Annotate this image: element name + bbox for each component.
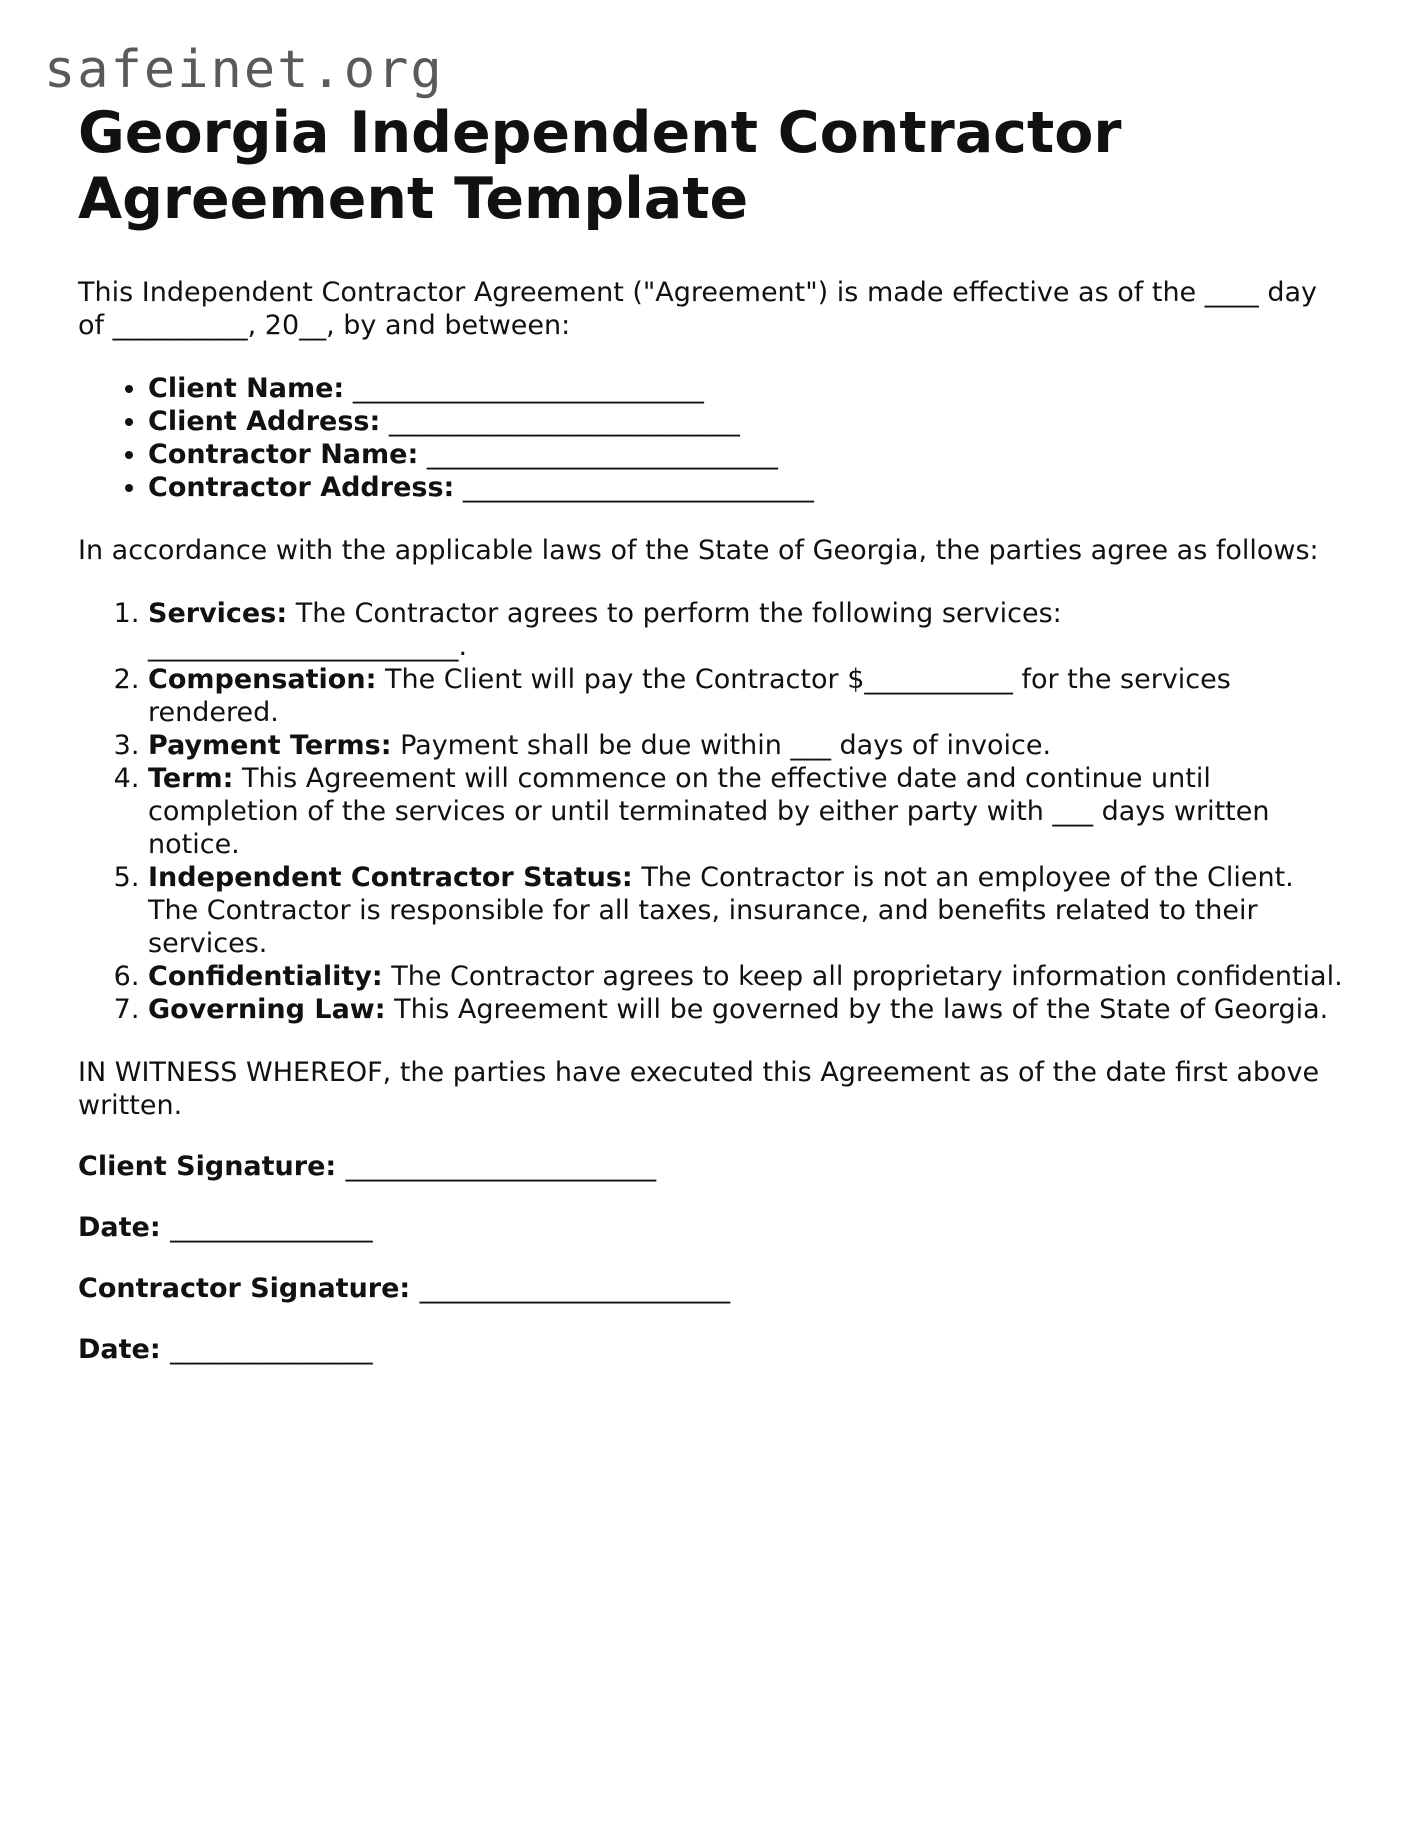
document-title: Georgia Independent Contractor Agreement Template xyxy=(78,100,1122,232)
term-text: This Agreement will commence on the effective date and continue until completion of the services or until terminated by either party with ___ days written notice. xyxy=(148,763,1270,860)
signature-blank: _______________ xyxy=(170,1334,373,1365)
party-blank: __________________________ xyxy=(426,439,778,470)
term-label: Confidentiality: xyxy=(148,961,383,992)
party-contractor-address xyxy=(148,471,1348,504)
term-label: Independent Contractor Status: xyxy=(148,862,633,893)
party-client-address xyxy=(148,405,1348,438)
signature-label: Client Signature: xyxy=(78,1151,337,1182)
term-contractor-status xyxy=(148,861,1348,960)
term-payment-terms xyxy=(148,729,1348,762)
party-label: Client Name: xyxy=(148,373,345,404)
accordance-paragraph: In accordance with the applicable laws of the State of Georgia, the parties agree as follows: xyxy=(78,535,1319,566)
signature-label: Date: xyxy=(78,1212,161,1243)
contractor-signature-line xyxy=(78,1272,1348,1305)
party-blank: __________________________ xyxy=(352,373,704,404)
term-term xyxy=(148,762,1348,861)
signature-blank: _______________________ xyxy=(345,1151,657,1182)
party-client-name xyxy=(148,372,1348,405)
witness-paragraph: IN WITNESS WHEREOF, the parties have executed this Agreement as of the date first above written. xyxy=(78,1057,1320,1121)
contractor-date-line xyxy=(78,1333,1348,1366)
document-page xyxy=(78,100,1348,1366)
party-label: Contractor Address: xyxy=(148,472,455,503)
term-label: Compensation: xyxy=(148,664,377,695)
term-confidentiality xyxy=(148,960,1348,993)
term-label: Governing Law: xyxy=(148,994,386,1025)
party-label: Contractor Name: xyxy=(148,439,419,470)
term-text: The Contractor agrees to perform the following services: _______________________. xyxy=(148,598,1062,662)
party-blank: __________________________ xyxy=(462,472,814,503)
term-label: Term: xyxy=(148,763,234,794)
term-text: This Agreement will be governed by the laws of the State of Georgia. xyxy=(394,994,1329,1025)
party-contractor-name xyxy=(148,438,1348,471)
signature-blank: _______________ xyxy=(170,1212,373,1243)
watermark-text: safeinet.org xyxy=(44,40,444,100)
term-label: Services: xyxy=(148,598,288,629)
term-label: Payment Terms: xyxy=(148,730,392,761)
client-signature-line xyxy=(78,1150,1348,1183)
term-text: The Contractor is not an employee of the Client. The Contractor is responsible for all taxes, insurance, and benefits related to their services. xyxy=(148,862,1294,959)
term-text: The Contractor agrees to keep all proprietary information confidential. xyxy=(391,961,1343,992)
term-text: The Client will pay the Contractor $___________ for the services rendered. xyxy=(148,664,1231,728)
parties-list xyxy=(78,372,1348,504)
term-governing-law xyxy=(148,993,1348,1026)
term-compensation xyxy=(148,663,1348,729)
signature-blank: _______________________ xyxy=(419,1273,731,1304)
term-text: Payment shall be due within ___ days of invoice. xyxy=(400,730,1052,761)
terms-list xyxy=(78,597,1348,1026)
intro-paragraph: This Independent Contractor Agreement ("Agreement") is made effective as of the ____ day of __________, 20__, by and between: xyxy=(78,277,1317,341)
party-label: Client Address: xyxy=(148,406,381,437)
signature-label: Date: xyxy=(78,1334,161,1365)
party-blank: __________________________ xyxy=(388,406,740,437)
client-date-line xyxy=(78,1211,1348,1244)
signature-label: Contractor Signature: xyxy=(78,1273,411,1304)
term-services xyxy=(148,597,1348,663)
